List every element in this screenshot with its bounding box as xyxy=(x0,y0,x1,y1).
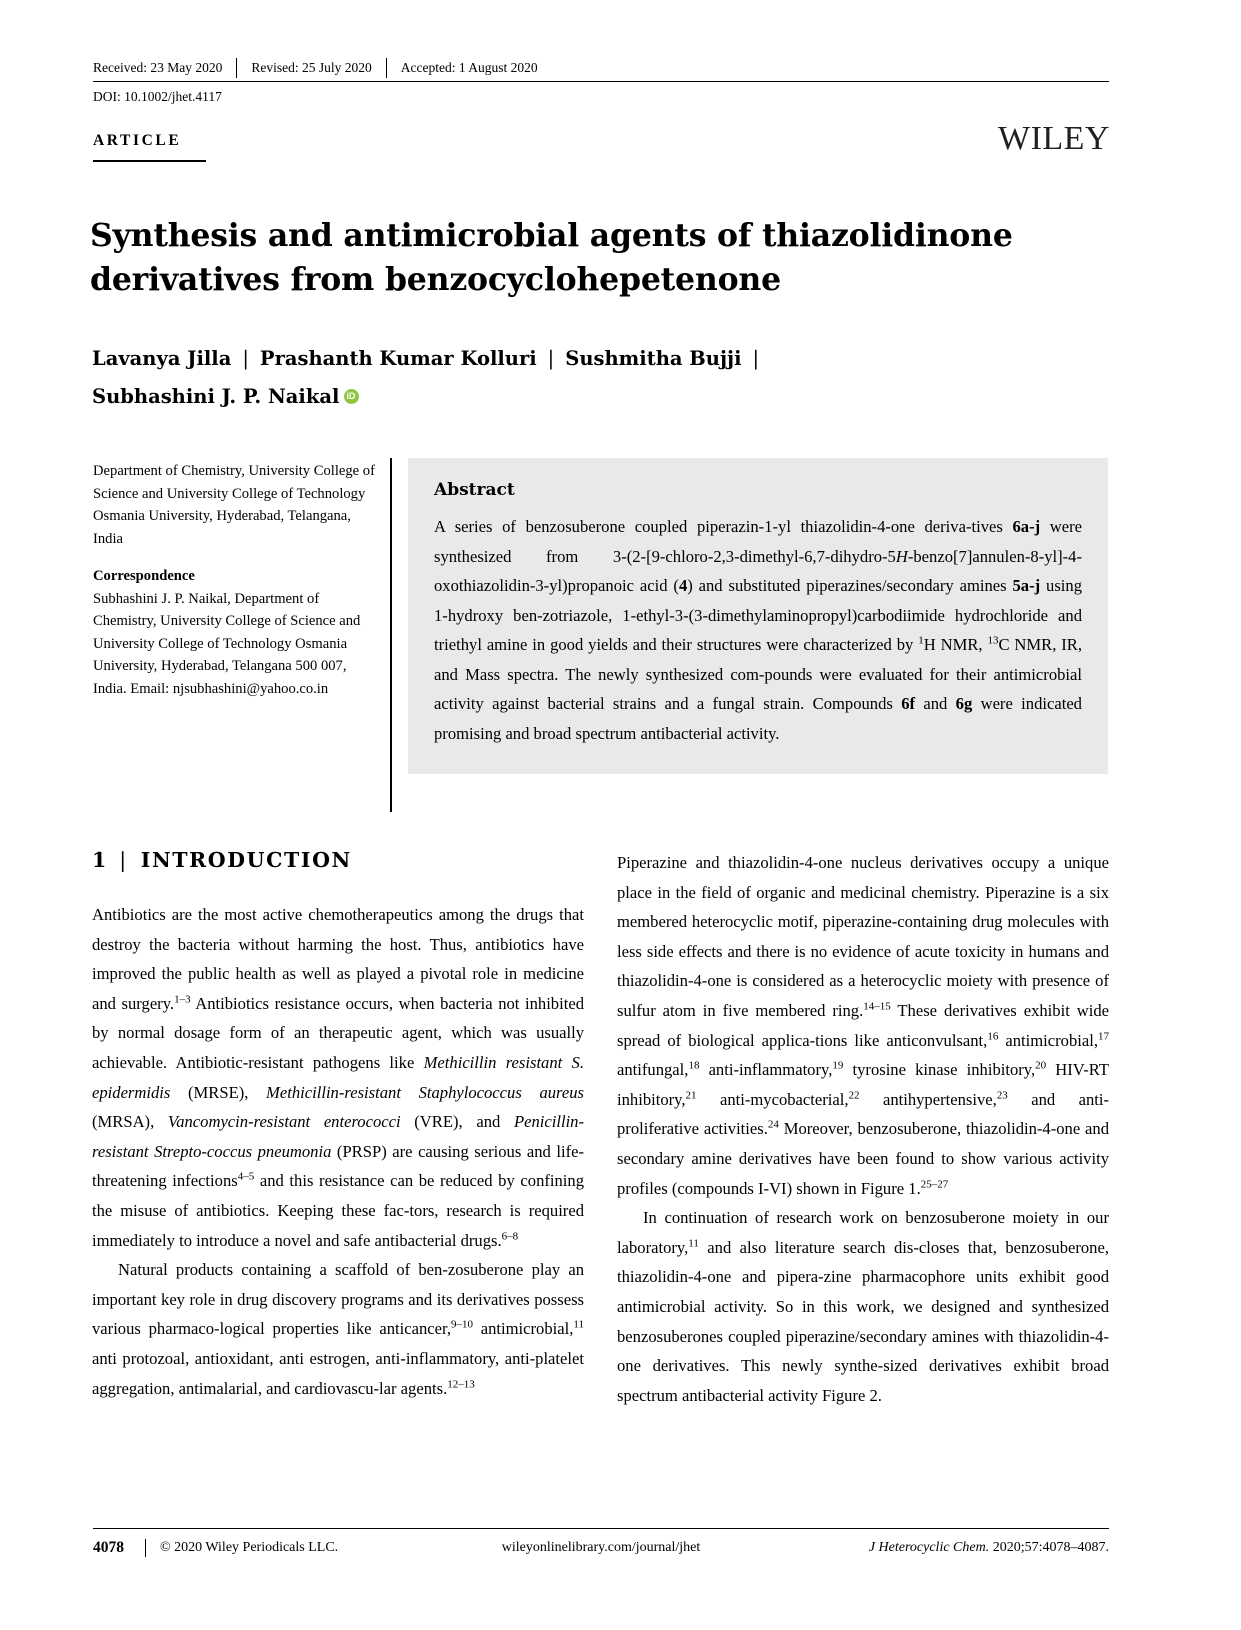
publisher-logo: WILEY xyxy=(997,120,1110,157)
body-paragraph: Antibiotics are the most active chemotherapeutics among the drugs that destroy the bacteria without harming the host. Thus, antibiotics have improved the public health as well as played a pivotal role in medicine and surgery.$^{1-3}$ Antibiotics resistance occurs, when bacteria not inhibited by normal dosage form of an therapeutic agent, which was usually achievable. Antibiotic-resistant pathogens like Methicillin resistant S. epidermidis (MRSE), Methicillin-resistant Staphylococcus aureus (MRSA), Vancomycin-resistant enterococci (VRE), and Penicillin-resistant Strepto-coccus pneumonia (PRSP) are causing serious and life-threatening infections$^{4-5}$ and this resistance can be reduced by confining the misuse of antibiotics. Keeping these fac-tors, research is required immediately to introduce a novel and safe antibacterial drugs.$^{6-8}$ xyxy=(92,905,585,1250)
affiliation-address: Department of Chemistry, University College of Science and University College of Technology Osmania University, Hyderabad, Telangana, India xyxy=(93,463,375,547)
correspondence-heading: Correspondence xyxy=(93,568,195,584)
body-paragraph: Piperazine and thiazolidin-4-one nucleus derivatives occupy a unique place in the field of organic and medicinal chemistry. Piperazine is a six membered heterocyclic motif, piperazine-containing drug molecules with less side effects and there is no evidence of acute toxicity in humans and thiazolidin-4-one is considered as a heterocyclic moiety with presence of sulfur atom in five membered ring.$^{14-15}$ These derivatives exhibit wide spread of biological applica-tions like anticonvulsant,$^{16}$ antimicrobial,$^{17}$ antifungal,$^{18}$ anti-inflammatory,$^{19}$ tyrosine kinase inhibitory,$^{20}$ HIV-RT inhibitory,$^{21}$ anti-mycobacterial,$^{22}$ antihypertensive,$^{23}$ and anti-proliferative activities.$^{24}$ Moreover, benzosuberone, thiazolidin-4-one and secondary amine derivatives have been found to show various activity profiles (compounds I-VI) shown in Figure 1.$^{25-27}$ xyxy=(617,853,1110,1198)
article-label-underline xyxy=(93,160,206,162)
correspondence-email[interactable]: Email: njsubhashini@yahoo.co.in xyxy=(130,680,329,697)
author-name: Subhashini J. P. Naikal xyxy=(92,385,340,408)
received-date: Received: 23 May 2020 xyxy=(93,60,223,75)
citation-journal: J Heterocyclic Chem. xyxy=(868,1540,990,1555)
body-column-left xyxy=(92,900,584,1403)
author-separator: | xyxy=(242,347,249,370)
footer-rule xyxy=(93,1528,1109,1529)
section-number: 1 xyxy=(92,848,107,872)
body-column-right xyxy=(617,848,1109,1410)
correspondence-text: Subhashini J. P. Naikal, Department of Chemistry, University College of Science and University College of Technology Osmania University, Hyderabad, Telangana 500 007, India. xyxy=(93,590,361,697)
author-separator: | xyxy=(752,347,760,370)
article-type-label: ARTICLE xyxy=(93,132,182,149)
section-heading xyxy=(92,848,352,872)
abstract-heading: Abstract xyxy=(434,480,515,500)
accepted-date: Accepted: 1 August 2020 xyxy=(400,60,538,75)
abstract-box xyxy=(408,458,1108,774)
header-rule xyxy=(93,81,1109,82)
copyright-text: © 2020 Wiley Periodicals LLC. xyxy=(160,1540,339,1555)
affiliation-block xyxy=(93,460,376,715)
section-separator: | xyxy=(119,848,128,872)
author-separator: | xyxy=(547,347,555,370)
section-title: INTRODUCTION xyxy=(140,848,352,872)
revised-date: Revised: 25 July 2020 xyxy=(251,60,372,75)
page-number: 4078 xyxy=(93,1539,124,1556)
author-name: Sushmitha Bujji xyxy=(565,347,742,370)
page-footer xyxy=(93,1535,1109,1561)
abstract-rule xyxy=(390,458,392,812)
body-paragraph: Natural products containing a scaffold of ben-zosuberone play an important key role in drug discovery programs and its derivatives possess various pharmaco-logical properties like anticancer,$^{9-10}$ antimicrobial,$^{11}$ anti protozoal, antioxidant, anti estrogen, anti-inflammatory, anti-platelet aggregation, antimalarial, and cardiovascu-lar agents.$^{12-13}$ xyxy=(92,1260,584,1398)
doi: DOI: 10.1002/jhet.4117 xyxy=(93,89,222,104)
citation-rest: 2020;57:4078–4087. xyxy=(989,1540,1109,1555)
author-name: Prashanth Kumar Kolluri xyxy=(259,347,537,370)
author-list xyxy=(92,340,1102,416)
body-paragraph: In continuation of research work on benzosuberone moiety in our laboratory,$^{11}$ and also literature search dis-closes that, benzosuberone, thiazolidin-4-one and pipera-zine pharmacophore units exhibit good antimicrobial activity. So in this work, we designed and synthesized benzosuberones coupled piperazine/secondary amines with thiazolidin-4-one derivatives. This newly synthe-sized derivatives exhibit broad spectrum antibacterial activity Figure 2. xyxy=(617,1208,1109,1405)
publication-dates xyxy=(93,57,1109,79)
page-title: Synthesis and antimicrobial agents of thiazolidinone derivatives from benzocyclohepetenone xyxy=(90,217,1013,298)
author-name: Lavanya Jilla xyxy=(92,347,232,370)
orcid-icon[interactable] xyxy=(344,389,359,404)
citation-text xyxy=(869,1540,1109,1556)
correspondence-block xyxy=(93,565,376,700)
abstract-text: A series of benzosuberone coupled piperazin-1-yl thiazolidin-4-one deriva-tives 6a-j were synthesized from 3-(2-[9-chloro-2,3-dimethyl-6,7-dihydro-5H-benzo[7]annulen-8-yl]-4-oxothiazolidin-3-yl)propanoic acid (4) and substituted piperazines/secondary amines 5a-j using 1-hydroxy ben-zotriazole, 1-ethyl-3-(3-dimethylaminopropyl)carbodiimide hydrochloride and triethyl amine in good yields and their structures were characterized by $^1$H NMR, $^{13}$C NMR, IR, and Mass spectra. The newly synthesized com-pounds were evaluated for their antimicrobial activity against bacterial strains and a fungal strain. Compounds 6f and 6g were indicated promising and broad spectrum antibacterial activity. xyxy=(434,517,1083,743)
journal-url[interactable]: wileyonlinelibrary.com/journal/jhet xyxy=(501,1540,701,1555)
